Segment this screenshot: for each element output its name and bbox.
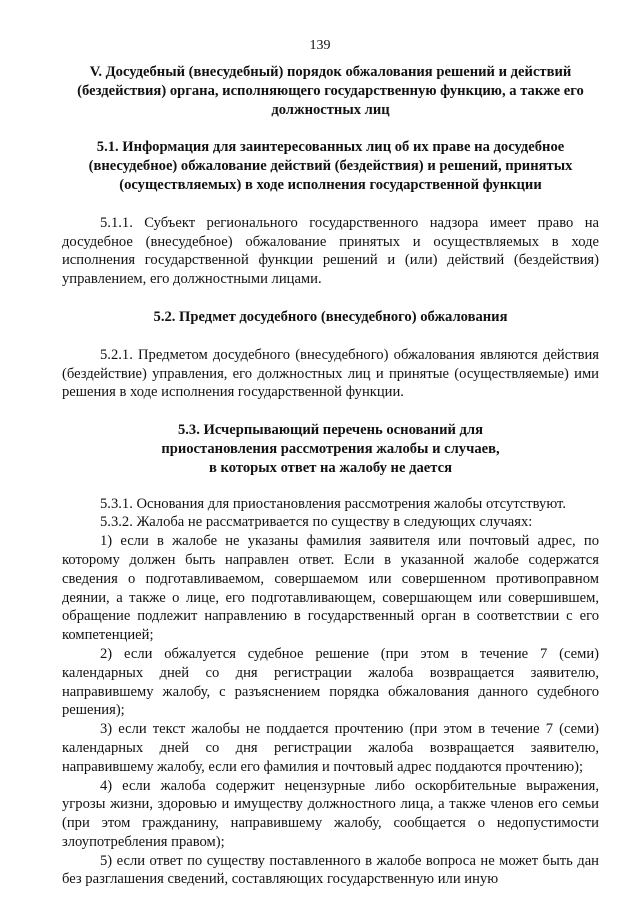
page-content [62,63,599,889]
page-number: 139 [309,38,331,53]
list-item-5: 5) если ответ по существу поставленного в жалобе вопроса не может быть дан без разглашения сведений, составляющих государственную или иную [62,852,599,888]
list-item-1: 1) если в жалобе не указаны фамилия заявителя или почтовый адрес, по которому должен быть направлен ответ. Если в указанной жалобе содержатся сведения о подготавливаемом, совершаемом или совершенном противоправном деянии, а также о лице, его подготавливающем, совершающем или совершившем, обращение подлежит направлению в государственный орган в соответствии с его компетенцией; [62,533,599,644]
paragraph-5-3-1: 5.3.1. Основания для приостановления рассмотрения жалобы отсутствуют. [100,495,566,512]
list-item-4: 4) если жалоба содержит нецензурные либо оскорбительные выражения, угрозы жизни, здоровью и имуществу должностного лица, а также членов его семьи (при этом гражданину, направившему жалобу, сообщается о недопустимости злоупотребления правом); [62,777,599,850]
paragraph-5-2-1: 5.2.1. Предметом досудебного (внесудебного) обжалования являются действия (бездействие) управления, его должностных лиц и принятые (осуществляемые) ими решения в ходе исполнения государственной функции. [62,346,599,401]
subsection-title-5-3: 5.3. Исчерпывающий перечень оснований для приостановления рассмотрения жалобы и случаев, в которых ответ на жалобу не дается [161,422,500,476]
paragraph-5-3-2: 5.3.2. Жалоба не рассматривается по существу в следующих случаях: [100,514,533,531]
list-item-3: 3) если текст жалобы не поддается прочтению (при этом в течение 7 (семи) календарных дней со дня регистрации жалоба возвращается заявителю, направившему жалобу, если его фамилия и почтовый адрес поддаются прочтению); [62,721,599,775]
subsection-title-5-2: 5.2. Предмет досудебного (внесудебного) обжалования [153,308,508,325]
section-title: V. Досудебный (внесудебный) порядок обжалования решений и действий (бездействия) органа, исполняющего государственную функцию, а также его должностных лиц [77,64,584,118]
list-item-2: 2) если обжалуется судебное решение (при этом в течение 7 (семи) календарных дней со дня регистрации жалоба возвращается заявителю, направившему жалобу, с разъяснением порядка обжалования данного судебного решения); [62,645,599,719]
subsection-title-5-1: 5.1. Информация для заинтересованных лиц об их праве на досудебное (внесудебное) обжалование действий (бездействия) и решений, принятых (осуществляемых) в ходе исполнения государственной функции [88,139,573,193]
paragraph-5-1-1: 5.1.1. Субъект регионального государственного надзора имеет право на досудебное (внесудебное) обжалование принятых и осуществляемых в ходе исполнения государственной функции решений и (или) действий (бездействия) управлением, его должностными лицами. [62,214,599,288]
